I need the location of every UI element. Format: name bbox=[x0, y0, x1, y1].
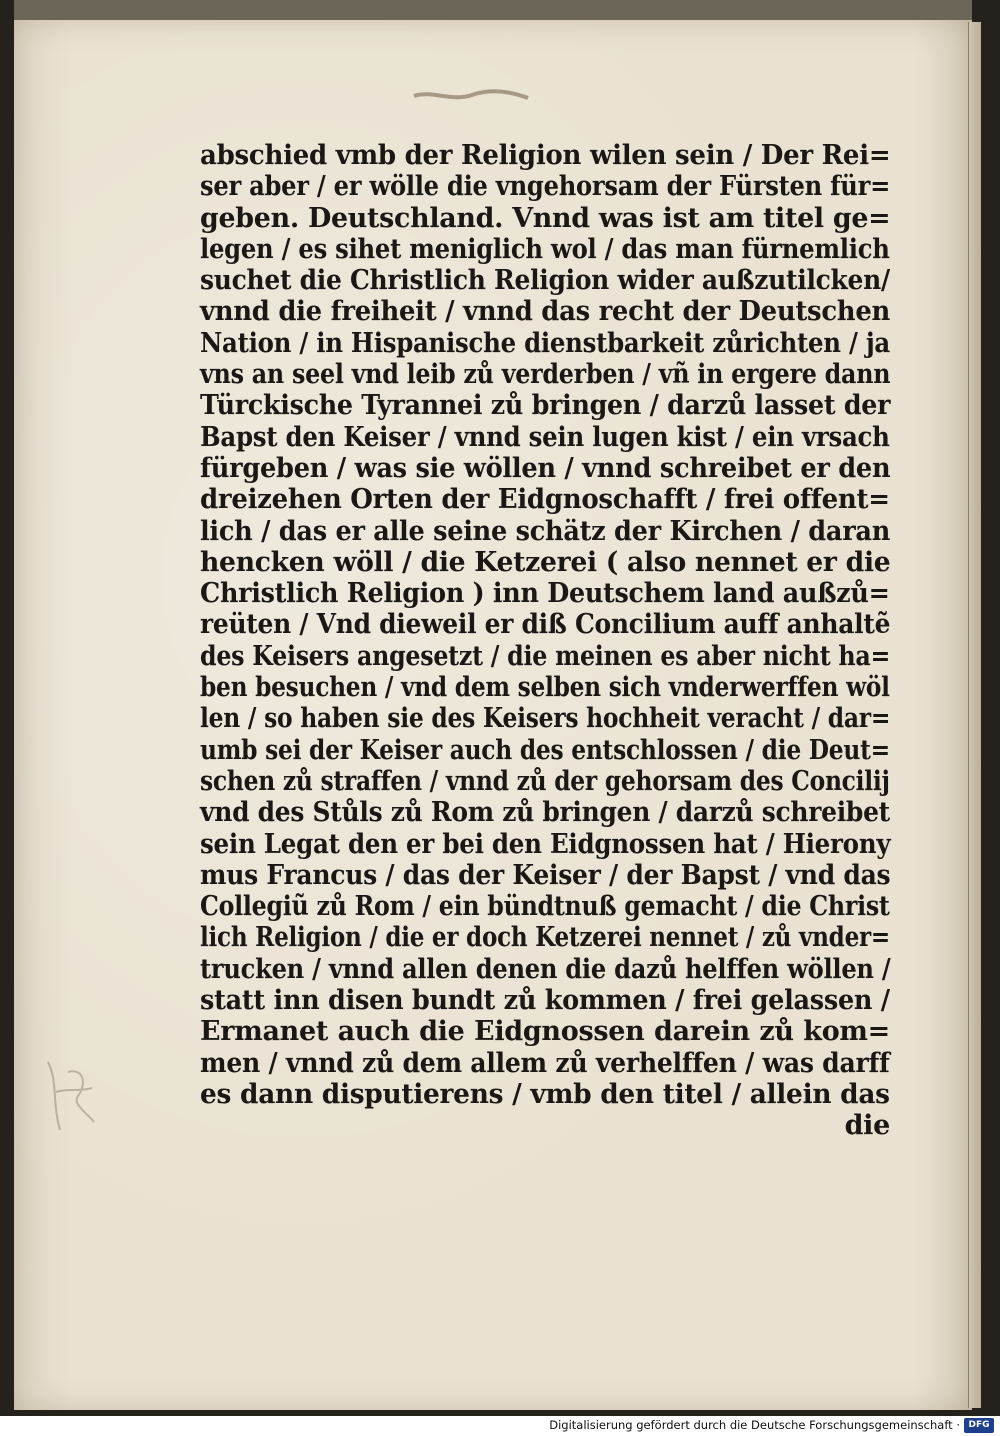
ink-smudge-mark bbox=[412, 88, 530, 104]
text-line: suchet die Christlich Religion wider außzutilcken/ bbox=[200, 265, 890, 297]
text-line: ben besuchen / vnd dem selben sich vnderwerffen wöl bbox=[200, 672, 890, 704]
text-line: fürgeben / was sie wöllen / vnnd schreibet er den bbox=[200, 452, 891, 484]
page-text-block bbox=[200, 140, 890, 1142]
text-line: men / vnnd zů dem allem zů verhelffen / was darff bbox=[200, 1047, 890, 1079]
text-line: lich / das er alle seine schätz der Kirchen / daran bbox=[200, 515, 891, 547]
text-line: trucken / vnnd allen denen die dazů helffen wöllen / bbox=[200, 953, 891, 985]
text-line: Collegiũ zů Rom / ein bündtnuß gemacht / die Christ bbox=[200, 891, 890, 923]
text-line: vnnd die freiheit / vnnd das recht der Deutschen bbox=[200, 296, 891, 328]
text-line: Christlich Religion ) inn Deutschem land außzů= bbox=[200, 578, 890, 610]
text-line: vns an seel vnd leib zů verderben / vñ in ergere dann bbox=[200, 359, 891, 391]
text-line: hencken wöll / die Ketzerei ( also nennet er die bbox=[200, 546, 891, 578]
text-line: umb sei der Keiser auch des entschlossen / die Deut= bbox=[200, 734, 890, 766]
text-line: ser aber / er wölle die vngehorsam der Fürsten für= bbox=[200, 171, 891, 203]
margin-annotation-mark bbox=[38, 1052, 108, 1142]
next-page-edge bbox=[968, 22, 981, 1408]
text-line: Bapst den Keiser / vnnd sein lugen kist / ein vrsach bbox=[200, 421, 890, 453]
text-line: sein Legat den er bei den Eidgnossen hat / Hierony bbox=[200, 828, 891, 860]
text-line: mus Francus / das der Keiser / der Bapst / vnd das bbox=[200, 859, 891, 891]
top-strip bbox=[14, 0, 972, 20]
footer-credit-text: Digitalisierung gefördert durch die Deutsche Forschungsgemeinschaft · bbox=[549, 1418, 960, 1432]
text-line: vnd des Stůls zů Rom zů bringen / darzů schreibet bbox=[200, 797, 890, 829]
text-line: legen / es sihet meniglich wol / das man fürnemlich bbox=[200, 233, 890, 265]
text-line: dreizehen Orten der Eidgnoschafft / frei offent= bbox=[200, 484, 890, 516]
text-line: Türckische Tyrannei zů bringen / darzů lasset der bbox=[200, 390, 891, 422]
text-line: die bbox=[844, 1110, 890, 1142]
text-line: schen zů straffen / vnnd zů der gehorsam des Concilij bbox=[200, 765, 890, 797]
dfg-logo: DFG bbox=[964, 1418, 994, 1433]
text-line: len / so haben sie des Keisers hochheit veracht / dar= bbox=[200, 703, 891, 735]
text-line: statt inn disen bundt zů kommen / frei gelassen / bbox=[200, 985, 890, 1017]
footer-bar bbox=[0, 1416, 1000, 1436]
text-line: lich Religion / die er doch Ketzerei nennet / zů vnder= bbox=[200, 922, 890, 954]
text-line: Ermanet auch die Eidgnossen darein zů kom= bbox=[200, 1016, 890, 1048]
text-line: des Keisers angesetzt / die meinen es aber nicht ha= bbox=[200, 640, 891, 672]
text-line: reüten / Vnd dieweil er diß Concilium auff anhaltẽ bbox=[200, 609, 891, 641]
text-line: abschied vmb der Religion wilen sein / Der Rei= bbox=[200, 140, 891, 171]
text-line: Nation / in Hispanische dienstbarkeit zůrichten / ja bbox=[200, 327, 890, 359]
text-line: geben. Deutschland. Vnnd was ist am titel ge= bbox=[200, 202, 891, 234]
text-line: es dann disputierens / vmb den titel / allein das bbox=[200, 1078, 890, 1110]
